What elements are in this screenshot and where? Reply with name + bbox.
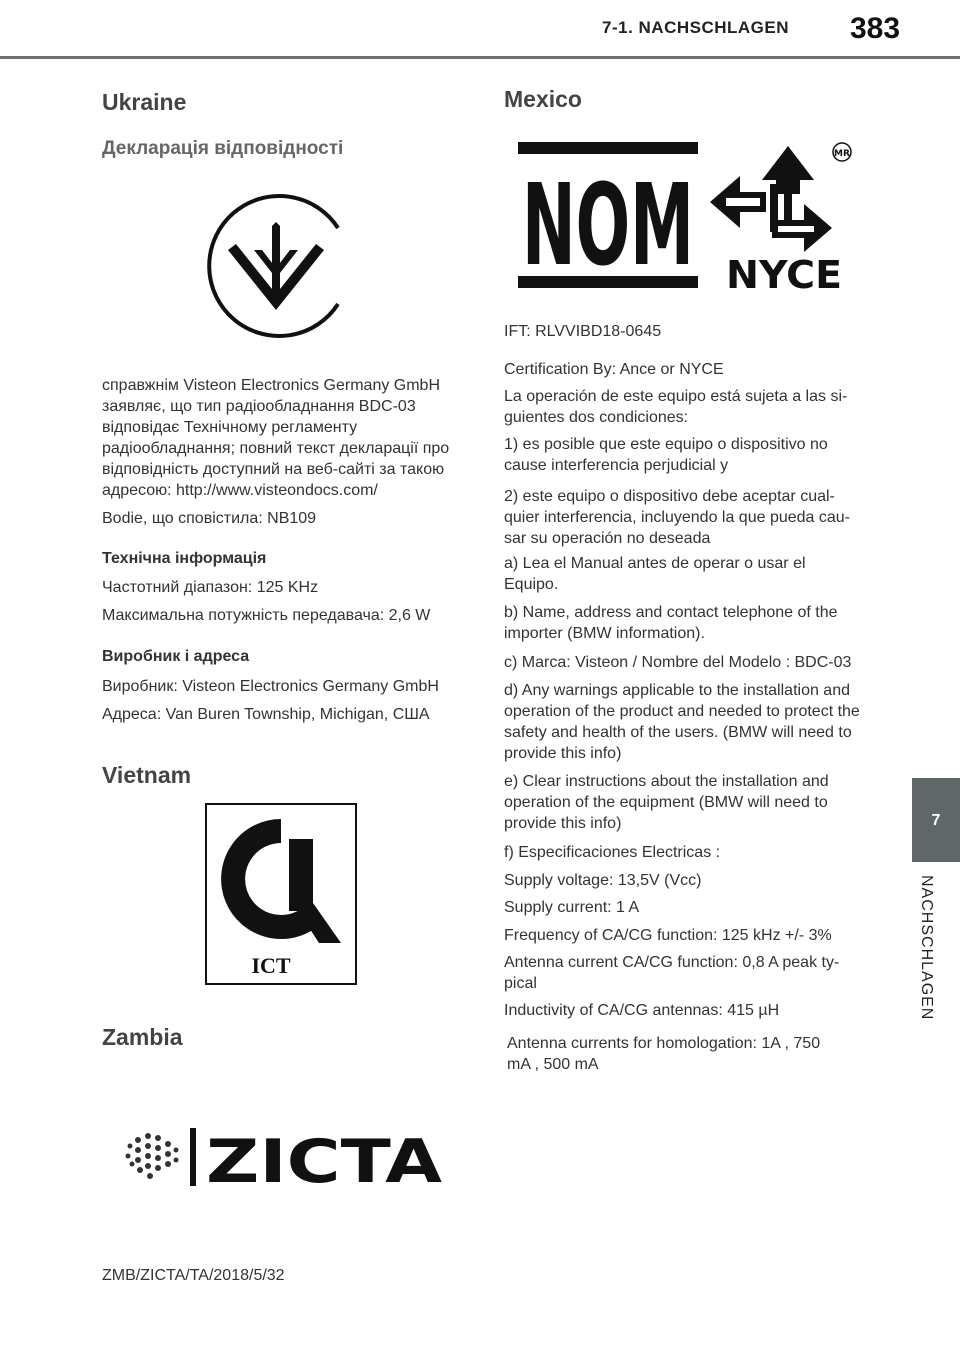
mexico-frequency: Frequency of CA/CG function: 125 kHz +/- 3% xyxy=(504,927,832,944)
mexico-supply-voltage: Supply voltage: 13,5V (Vcc) xyxy=(504,872,702,889)
chapter-tab-number: 7 xyxy=(931,812,941,829)
zambia-certificate: ZMB/ZICTA/TA/2018/5/32 xyxy=(102,1267,285,1284)
mexico-inductivity: Inductivity of CA/CG antennas: 415 µH xyxy=(504,1002,780,1019)
chapter-side-label: NACHSCHLAGEN xyxy=(918,875,935,1021)
ukraine-heading: Ukraine xyxy=(102,89,187,115)
chapter-tab[interactable] xyxy=(912,778,960,862)
zambia-heading: Zambia xyxy=(102,1024,183,1050)
mexico-condition-1: 1) es posible que este equipo o dispositivo no cause interferencia perjudicial y xyxy=(504,436,828,474)
mexico-ift: IFT: RLVVIBD18-0645 xyxy=(504,323,662,340)
mexico-item-f: f) Especificaciones Electricas : xyxy=(504,844,721,861)
mr-mark: MR xyxy=(834,149,850,159)
ukraine-address: Адреса: Van Buren Township, Michigan, США xyxy=(102,706,430,723)
mexico-antenna-current: Antenna current CA/CG function: 0,8 A peak ty-pical xyxy=(504,954,840,992)
mexico-homologation-currents: Antenna currents for homologation: 1A , 750 mA , 500 mA xyxy=(507,1035,821,1073)
mexico-condition-2: 2) este equipo o dispositivo debe aceptar cual-quier interferencia, incluyendo la que pueda cau-sar su operación no deseada xyxy=(504,488,851,547)
vietnam-heading: Vietnam xyxy=(102,762,192,788)
chapter-title: 7-1. NACHSCHLAGEN xyxy=(602,18,790,37)
mexico-item-a: a) Lea el Manual antes de operar o usar el Equipo. xyxy=(504,555,806,593)
ukraine-manufacturer: Виробник: Visteon Electronics Germany GmbH xyxy=(102,678,439,695)
nom-logo xyxy=(518,140,698,290)
nom-text: NOM xyxy=(522,161,694,290)
mexico-conditions-intro: La operación de este equipo está sujeta a las si-guientes dos condiciones: xyxy=(504,388,848,426)
vietnam-ict-text: ICT xyxy=(251,953,291,978)
mexico-heading: Mexico xyxy=(504,86,582,112)
ukraine-notified-body: Bodie, що сповістила: NB109 xyxy=(102,510,317,527)
ukraine-frequency: Частотний діапазон: 125 KHz xyxy=(102,579,319,596)
mexico-item-e: e) Clear instructions about the installation and operation of the equipment (BMW will need to provide this info) xyxy=(504,773,829,832)
ukraine-subheading: Декларація відповідності xyxy=(102,138,344,159)
zicta-logo xyxy=(118,1116,448,1196)
ukraine-declaration: справжнім Visteon Electronics Germany GmbH заявляє, що тип радіообладнання BDC-03 відповідає Технічному регламенту радіообладнання; повний текст декларації про відповідність доступний на веб-сайті за такою адресою: http://www.visteondocs.com/ xyxy=(102,377,450,499)
mexico-certification: Certification By: Ance or NYCE xyxy=(504,361,724,378)
ukraine-mfr-heading: Виробник і адреса xyxy=(102,648,250,665)
page-number: 383 xyxy=(850,12,901,45)
mexico-item-b: b) Name, address and contact telephone of the importer (BMW information). xyxy=(504,604,838,642)
mexico-item-c: c) Marca: Visteon / Nombre del Modelo : BDC-03 xyxy=(504,654,852,671)
zicta-text: ZICTA xyxy=(206,1127,443,1196)
mexico-supply-current: Supply current: 1 A xyxy=(504,899,640,916)
header-divider xyxy=(0,56,960,59)
zicta-dot-emblem xyxy=(126,1133,179,1179)
ukraine-tech-heading: Технічна інформація xyxy=(102,550,267,567)
ukraine-power: Максимальна потужність передавача: 2,6 W xyxy=(102,607,431,624)
nyce-logo xyxy=(708,140,860,292)
nyce-text: NYCE xyxy=(726,253,842,292)
ukraine-conformity-mark xyxy=(198,188,354,344)
mexico-item-d: d) Any warnings applicable to the installation and operation of the product and needed to protect the safety and health of the users. (BMW will need to provide this info) xyxy=(504,682,860,762)
vietnam-ict-logo xyxy=(205,803,357,985)
